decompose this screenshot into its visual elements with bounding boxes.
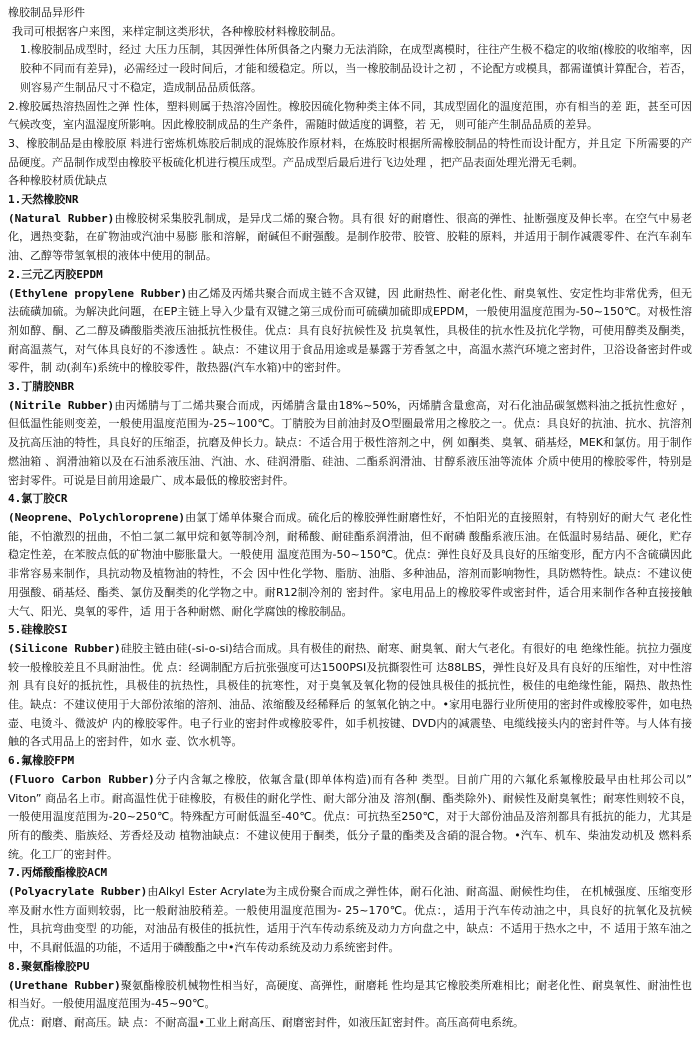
english-name: (Neoprene、Polychloroprene) — [8, 510, 185, 524]
section-text: 由Alkyl Ester Acrylate为主成份聚合而成之弹性体，耐石化油、耐高温、耐候性均佳， 在机械强度、压缩变形率及耐水性方面则较弱，比一般耐油胶稍差。一般使用温度范围为- 25~170℃。优点：，适用于汽车传动油之中，具良好的抗氧化及抗候性，具抗弯曲变型 的功能，对油品有极佳的抵抗性，适用于汽车传动系统及动力方向盘之中，缺点：不适用于热水之中，不 适用于煞车油之中，不具耐低温的功能，不适用于磷酸酯之中•汽车传动系统及动力系统密封件。 — [8, 885, 693, 955]
section-heading: 8.聚氨酯橡胶PU — [8, 959, 90, 973]
section-tail: 优点：耐磨、耐高压。缺 点：不耐高温•工业上耐高压、耐磨密封件，如液压缸密封件。高压高荷电系统。 — [8, 1015, 524, 1029]
section-heading: 4.氯丁胶CR — [8, 492, 68, 506]
document-title: 橡胶制品异形件 — [8, 6, 85, 19]
english-name: (Silicone Rubber) — [8, 641, 121, 655]
point-2: 2.橡胶属热溶热固性之弹 性体，塑料则属于热溶冷固性。橡胶因硫化物种类主体不同，其成型固化的温度范围，亦有相当的差 距，甚至可因气候改变，室内温湿度所影响。因此橡胶制成品的生产条件，需随时做适度的调整，若 无， 则可能产生制品品质的差异。 — [8, 99, 692, 132]
section-text: 聚氨酯橡胶机械物性相当好，高硬度、高弹性，耐磨耗 性均是其它橡胶类所难相比；耐老化性、耐臭氧性、耐油性也相当好。一般使用温度范围为-45~90℃。 — [8, 978, 692, 1011]
english-name: (Urethane Rubber) — [8, 978, 121, 992]
section-heading: 6.氟橡胶FPM — [8, 754, 75, 768]
english-name: (Natural Rubber) — [8, 211, 115, 225]
english-name: (Fluoro Carbon Rubber) — [8, 772, 155, 786]
section-body — [8, 397, 692, 491]
english-name: (Nitrile Rubber) — [8, 398, 115, 412]
section-fpm — [8, 752, 692, 864]
section-body — [8, 509, 692, 621]
section-body — [8, 977, 692, 1014]
section-cr — [8, 490, 692, 621]
english-name: (Ethylene propylene Rubber) — [8, 286, 188, 300]
section-text: 由丙烯腈与丁二烯共聚合而成，丙烯腈含量由18%~50%，丙烯腈含量愈高，对石化油品碳氢燃料油之抵抗性愈好 ，但低温性能则变差，一般使用温度范围为-25~100℃。丁腈胶为目前油封及O型圈最常用之橡胶之一。优点：具良好的抗油、抗水、抗溶剂及抗高压油的特性，具良好的压缩歪，抗磨及伸长力。缺点：不适合用于极性溶剂之中，例 如酮类、臭氧、硝基烃，MEK和氯仿。用于制作燃油箱 、润滑油箱以及在石油系液压油、汽油、水、硅润滑脂、硅油、二酯系润滑油、甘醇系液压油等流体 介质中使用的橡胶零件，特别是密封零件。可说是目前用途最广、成本最低的橡胶密封件。 — [8, 398, 693, 487]
section-heading: 5.硅橡胶SI — [8, 623, 68, 637]
section-body — [8, 285, 692, 379]
section-acm — [8, 864, 692, 958]
intro-text: 我司可根据客户来图，来样定制这类形状，各种橡胶材料橡胶制品。 — [12, 24, 342, 38]
section-body — [8, 883, 692, 958]
section-epdm — [8, 266, 692, 378]
english-name: (Polyacrylate Rubber) — [8, 885, 148, 899]
section-text: 分子内含氟之橡胶，依氟含量(即单体构造)而有各种 类型。目前广用的六氟化系氟橡胶最早由杜邦公司以” Viton” 商品名上市。耐高温性优于硅橡胶，有极佳的耐化学性、耐大部分油及 溶剂(酮、酯类除外)、耐候性及耐臭氧性；耐寒性则较不良，一般使用温度范围为-20~250℃。特殊配方可耐低温至-40℃。优点：可抗热至250℃，对于大部份油品及溶剂都具有抵抗的能力，尤其是所有的酸类、脂族烃、芳香烃及动 植物油缺点：不建议使用于酮类，低分子量的酯类及含硝的混合物。•汽车、机车、柴油发动机及 燃料系统。化工厂的密封件。 — [8, 772, 692, 861]
section-text: 由氯丁烯单体聚合而成。硫化后的橡胶弹性耐磨性好，不怕阳光的直接照射，有特别好的耐大气 老化性能，不怕激烈的扭曲，不怕二氯二氟甲烷和氨等制冷剂，耐稀酸、耐硅酯系润滑油，但不耐磷 酸酯系液压油。在低温时易结晶、硬化，贮存稳定性差，在苯胺点低的矿物油中膨胀量大。一般使用 温度范围为-50~150℃。优点：弹性良好及具良好的压缩变形，配方内不含硫磺因此非常容易来制作，具抗动物及植物油的特性，不会 因中性化学物、脂肪、油脂、多种油品，溶剂而影响物性，具防燃特性。缺点：不建议使用强酸、硝基烃、酯类、氯仿及酮类的化学物之中。耐R12制冷剂的 密封件。家电用品上的橡胶零件或密封件，适合用来制作各种直接接触大气、阳光、臭氧的零件，适 用于各种耐燃、耐化学腐蚀的橡胶制品。 — [8, 510, 692, 618]
section-heading: 7.丙烯酸酯橡胶ACM — [8, 866, 108, 880]
section-nbr — [8, 378, 692, 490]
section-text: 由乙烯及丙烯共聚合而成主链不含双键，因 此耐热性、耐老化性、耐臭氧性、安定性均非常优秀，但无法硫磺加硫。为解决此问题，在EP主链上导入少量有双键之第三成份而可硫磺加硫即成EPDM，一般使用温度范围为-50~150℃。对极性溶剂如醇、酮、乙二醇及磷酸脂类液压油抵抗性极佳。优点：具有良好抗候性及 抗臭氧性，具极佳的抗水性及抗化学物，可使用醇类及酮类，耐高温蒸气，对气体具良好的不渗透性 。缺点：不建议用于食品用途或是暴露于芳香氢之中，高温水蒸汽环境之密封件，卫浴设备密封件或零件，制 动(刹车)系统中的橡胶零件，散热器(汽车水箱)中的密封件。 — [8, 286, 692, 375]
section-nr — [8, 191, 692, 266]
overview-heading: 各种橡胶材质优缺点 — [8, 174, 107, 188]
section-text: 硅胶主链由硅(-si-o-si)结合而成。具有极佳的耐热、耐寒、耐臭氧、耐大气老化。有很好的电 绝缘性能。抗拉力强度较一般橡胶差且不具耐油性。优 点：经调制配方后抗张强度可达1500PSI及抗撕裂性可 达88LBS，弹性良好及具有良好的压缩性，对中性溶剂 具有良好的抵抗性，具极佳的抗热性，具极佳的抗寒性，对于臭氧及氧化物的侵蚀具极佳的抵抗性，极佳的电绝缘性能，隔热、散热性佳。缺点：不建议使用于大部份浓缩的溶剂、油品、浓缩酸及经稀释后 的氢氧化钠之中。•家用电器行业所使用的密封件或橡胶零件，如电热壶、电烫斗、微波炉 内的橡胶零件。电子行业的密封件或橡胶零件，如手机按键、DVD内的减震垫、电缆线接头内的密封件等。与人体有接触的各式用品上的密封件，如水 壶、饮水机等。 — [8, 641, 692, 749]
point-1: 1.橡胶制品成型时，经过 大压力压制，其因弹性体所俱备之内聚力无法消除，在成型离模时，往往产生极不稳定的收缩(橡胶的收缩率，因胶种不同而有差异)，必需经过一段时间后，才能和缓稳定。所以，当一橡胶制品设计之初 ，不论配方或模具，都需谨慎计算配合，若否，则容易产生制品尺寸不稳定，造成制品品质低落。 — [20, 43, 692, 94]
section-si — [8, 621, 692, 752]
section-heading: 1.天然橡胶NR — [8, 193, 79, 207]
section-body — [8, 210, 692, 266]
section-body — [8, 640, 692, 752]
section-pu — [8, 958, 692, 1033]
section-heading: 3.丁腈胶NBR — [8, 380, 75, 394]
section-text: 由橡胶树采集胶乳制成，是异戊二烯的聚合物。具有很 好的耐磨性、很高的弹性、扯断强度及伸长率。在空气中易老化，遇热变黏，在矿物油或汽油中易膨 胀和溶解，耐碱但不耐强酸。是制作胶带、胶管、胶鞋的原料，并适用于制作减震零件、在汽车刹车 油、乙醇等带氢氧根的液体中使用的制品。 — [8, 211, 692, 263]
section-body — [8, 771, 692, 865]
point-3: 3、橡胶制品是由橡胶原 料进行密炼机炼胶后制成的混炼胶作原材料，在炼胶时根据所需橡胶制品的特性而设计配方，并且定 下所需要的产品硬度。产品制作成型由橡胶平板硫化机进行模压成型。产品成型后最后进行飞边处理 ，把产品表面处理光滑无毛刺。 — [8, 136, 692, 169]
section-heading: 2.三元乙丙胶EPDM — [8, 267, 103, 281]
